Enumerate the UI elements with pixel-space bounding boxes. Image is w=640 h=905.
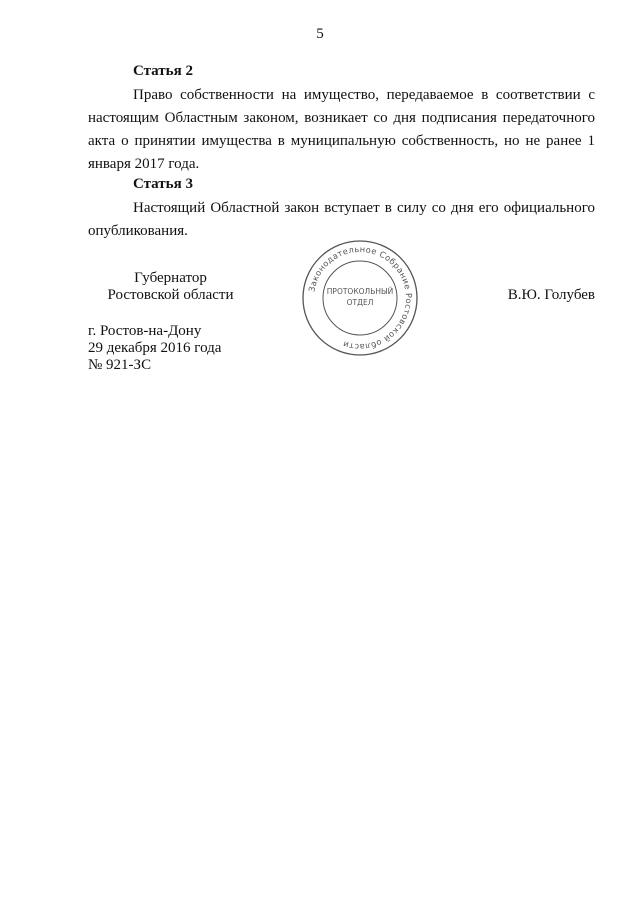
official-stamp <box>300 238 420 358</box>
signatory-title-line1: Губернатор <box>134 270 207 286</box>
place-date-block <box>88 323 221 374</box>
law-date: 29 декабря 2016 года <box>88 340 222 356</box>
article-2-text: Право собственности на имущество, передаваемое в соответствии с настоящим Областным законом, возникает со дня подписания передаточного акта о принятии имущества в муниципальную собственность, но не ранее 1 января 2017 года. <box>88 87 595 172</box>
page-number: 5 <box>316 26 324 42</box>
city: г. Ростов-на-Дону <box>88 323 202 339</box>
signatory-title <box>88 270 253 304</box>
article-3-heading: Статья 3 <box>133 176 193 192</box>
law-number: № 921-ЗС <box>88 357 152 373</box>
article-3-text: Настоящий Областной закон вступает в силу со дня его официального опубликования. <box>88 200 595 239</box>
signatory-name: В.Ю. Голубев <box>507 287 595 303</box>
stamp-outer-text: Законодательное Собрание Ростовской области <box>306 243 415 353</box>
stamp-inner-text-1: ПРОТОКОЛЬНЫЙ <box>326 287 394 296</box>
article-2-heading: Статья 2 <box>133 63 193 79</box>
signatory-title-line2: Ростовской области <box>107 287 234 303</box>
stamp-inner-text-2: ОТДЕЛ <box>346 298 374 307</box>
